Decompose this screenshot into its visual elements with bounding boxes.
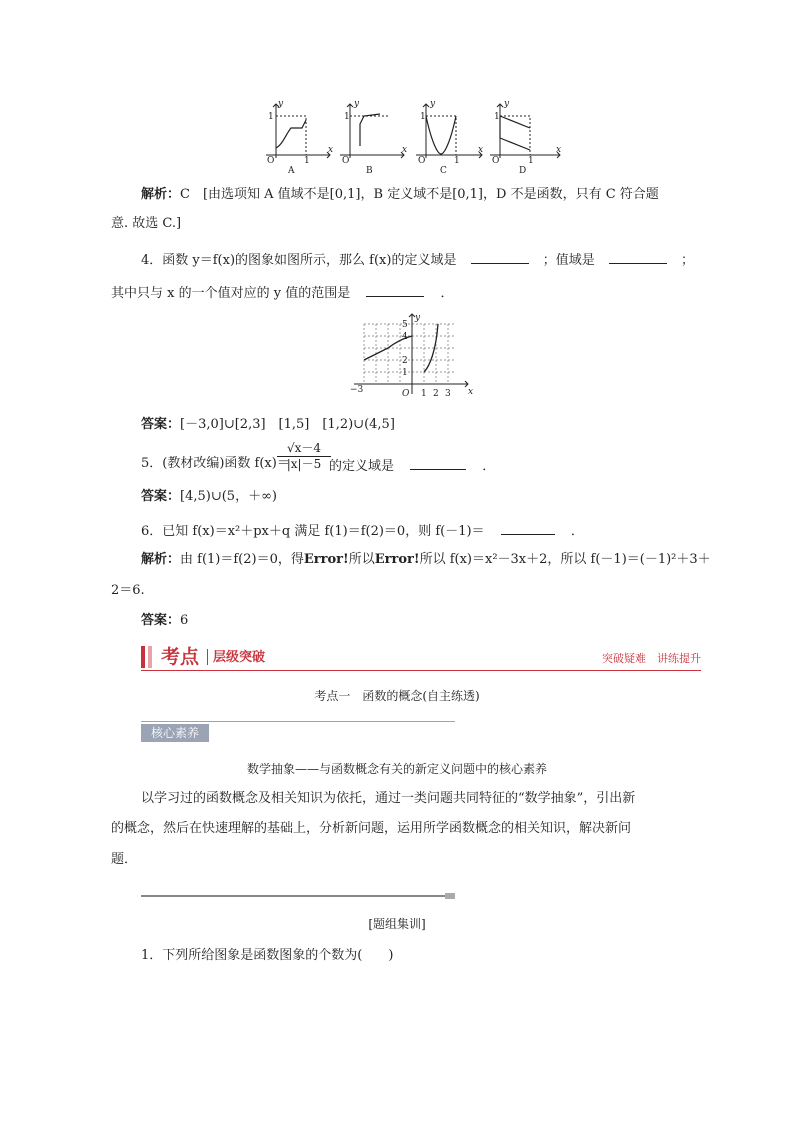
svg-text:1: 1	[304, 156, 310, 166]
q5-denominator: |x|－5	[286, 457, 322, 471]
graph-c	[416, 104, 482, 158]
graph-c-label: C	[440, 166, 447, 176]
svg-text:y: y	[430, 99, 436, 109]
svg-text:1: 1	[420, 112, 426, 122]
core-paragraph-line2: 的概念，然后在快速理解的基础上，分析新问题，运用所学函数概念的相关知识，解决新问	[111, 821, 632, 836]
answer-blank[interactable]	[501, 520, 555, 535]
graph-d-label: D	[519, 166, 527, 176]
graph-a-x: x	[328, 145, 334, 155]
banner-right: 突破疑难 讲练提升	[602, 652, 701, 665]
svg-text:1: 1	[454, 156, 460, 166]
core-paragraph-line1: 以学习过的函数概念及相关知识为依托，通过一类问题共同特征的“数学抽象”，引出新	[141, 791, 636, 806]
answer-blank[interactable]	[609, 249, 667, 264]
graph-a	[266, 104, 330, 158]
banner-accent	[141, 646, 145, 668]
svg-text:1: 1	[344, 112, 350, 122]
banner-rule	[141, 670, 701, 671]
banner-subtitle: 层级突破	[213, 650, 266, 665]
q4-answer: 答案：[－3,0]∪[2,3] [1,5] [1,2)∪(4,5]	[141, 417, 395, 432]
svg-text:x: x	[402, 145, 408, 155]
core-label: 核心素养	[141, 724, 209, 742]
core-title: 数学抽象——与函数概念有关的新定义问题中的核心素养	[246, 762, 547, 776]
svg-text:O: O	[492, 156, 500, 166]
svg-text:y: y	[504, 99, 510, 109]
svg-text:x: x	[556, 145, 562, 155]
svg-text:2: 2	[433, 389, 439, 399]
q4-graph	[344, 310, 478, 406]
q3-solution-line1: 解析：C [由选项知 A 值域不是[0,1]，B 定义域不是[0,1]，D 不是函数，只有 C 符合题	[141, 187, 659, 202]
answer-blank[interactable]	[410, 455, 466, 470]
graph-d	[490, 104, 560, 158]
svg-text:1: 1	[402, 368, 408, 378]
graph-b-label: B	[366, 166, 373, 176]
svg-text:−3: −3	[350, 385, 364, 395]
core-rule	[141, 721, 455, 722]
q4-line2: 其中只与 x 的一个值对应的 y 值的范围是 ．	[111, 282, 454, 303]
q5-answer: 答案：[4,5)∪(5，＋∞)	[141, 489, 277, 504]
svg-text:O: O	[267, 156, 275, 166]
banner-accent	[148, 646, 152, 668]
options-figure	[258, 96, 564, 176]
svg-text:x: x	[468, 387, 474, 397]
svg-text:4: 4	[402, 332, 408, 342]
svg-text:O: O	[342, 156, 350, 166]
svg-text:O: O	[402, 389, 410, 399]
svg-text:1: 1	[268, 112, 274, 122]
svg-text:x: x	[478, 145, 484, 155]
divider-end	[445, 893, 455, 899]
svg-text:3: 3	[445, 389, 451, 399]
svg-text:2: 2	[402, 356, 408, 366]
svg-text:y: y	[415, 313, 421, 323]
core-paragraph-line3: 题．	[111, 852, 138, 867]
svg-text:y: y	[354, 99, 360, 109]
q6-solution-line2: 2＝6.	[111, 583, 145, 598]
answer-blank[interactable]	[471, 249, 529, 264]
q5-fraction	[277, 441, 331, 472]
question-1: 1．下列所给图象是函数图象的个数为( )	[141, 948, 394, 963]
q3-solution-line2: 意. 故选 C.]	[111, 216, 182, 231]
svg-text:O: O	[418, 156, 426, 166]
group-label: [题组集训]	[368, 917, 426, 931]
q4-line1: 4．函数 y＝f(x)的图象如图所示，那么 f(x)的定义域是 ；值域是 ；	[141, 249, 694, 270]
q6-question: 6．已知 f(x)＝x²＋px＋q 满足 f(1)＝f(2)＝0，则 f(－1)＝ ．	[141, 520, 584, 541]
q5-numerator: √x－4	[277, 441, 331, 457]
q6-answer: 答案：6	[141, 613, 189, 628]
graph-a-label: A	[288, 166, 295, 176]
q6-solution-line1: 解析：由 f(1)＝f(2)＝0，得Error!所以Error!所以 f(x)＝x²－3x＋2，所以 f(－1)＝(－1)²＋3＋	[141, 552, 711, 567]
svg-text:1: 1	[494, 112, 500, 122]
q5-suffix: 的定义域是 ．	[329, 455, 495, 476]
svg-text:5: 5	[402, 320, 408, 330]
section-banner	[141, 645, 701, 671]
graph-a-y: y	[278, 99, 284, 109]
answer-blank[interactable]	[366, 282, 424, 297]
banner-title: 考点	[161, 646, 200, 668]
divider	[141, 895, 449, 897]
svg-text:1: 1	[421, 389, 427, 399]
topic-heading: 考点一 函数的概念(自主练透)	[314, 689, 480, 703]
svg-text:1: 1	[528, 156, 534, 166]
q5-prefix: 5．(教材改编)函数 f(x)＝	[141, 456, 290, 471]
